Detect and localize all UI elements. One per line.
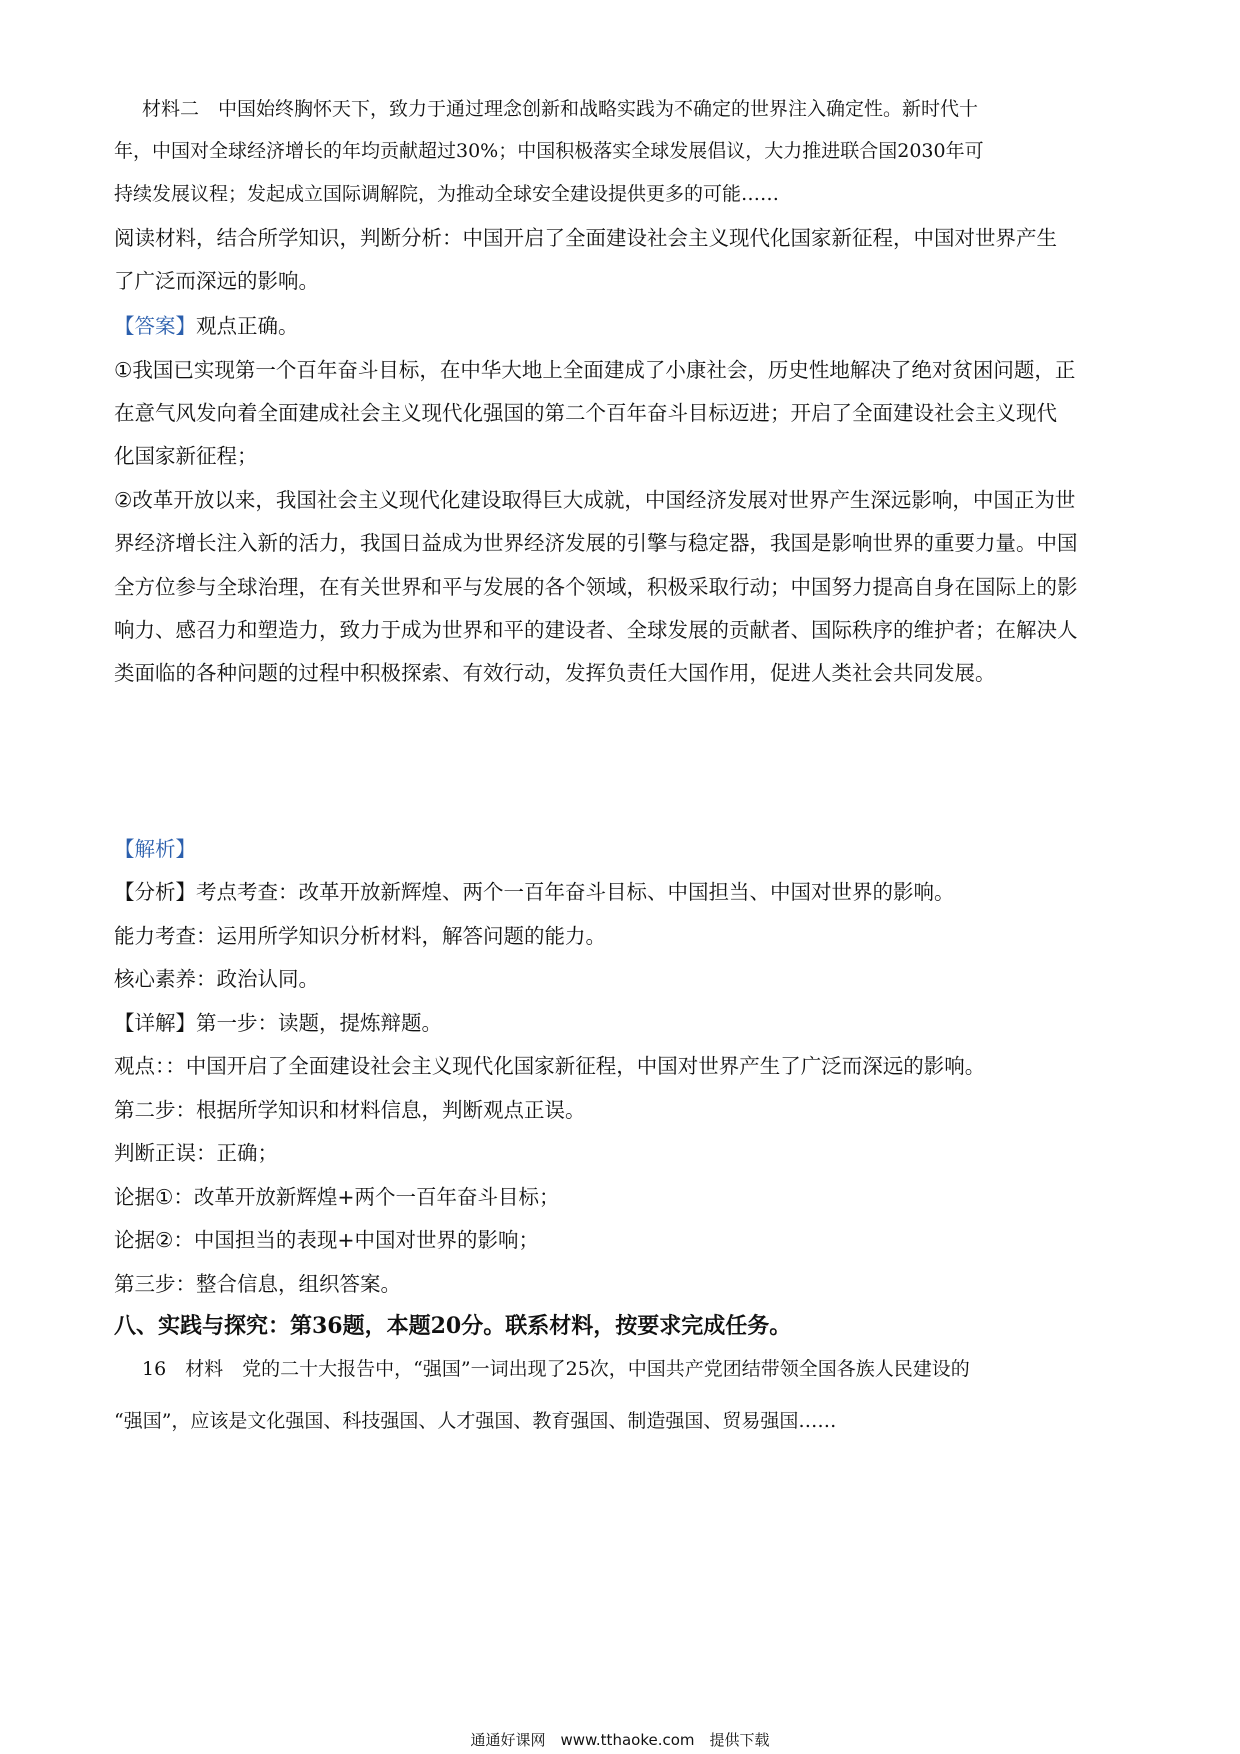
answer-point2-line-1: ②改革开放以来，我国社会主义现代化建设取得巨大成就，中国经济发展对世界产生深远影响，中国正为世 (114, 488, 1076, 512)
material2-line-1: 材料二 中国始终胸怀天下，致力于通过理念创新和战略实践为不确定的世界注入确定性。新时代十 (142, 98, 979, 120)
question-line-1: 阅读材料，结合所学知识，判断分析：中国开启了全面建设社会主义现代化国家新征程，中国对世界产生 (114, 226, 1057, 250)
answer-point2-line-5: 类面临的各种问题的过程中积极探索、有效行动，发挥负责任大国作用，促进人类社会共同发展。 (114, 661, 996, 685)
answer-point2-line-3: 全方位参与全球治理，在有关世界和平与发展的各个领域，积极采取行动；中国努力提高自身在国际上的影 (114, 575, 1078, 599)
answer-point1-line-2: 在意气风发向着全面建成社会主义现代化强国的第二个百年奋斗目标迈进；开启了全面建设社会主义现代 (114, 401, 1057, 425)
analysis-line-9: 论据②：中国担当的表现+中国对世界的影响； (114, 1228, 540, 1252)
answer-point2-line-4: 响力、感召力和塑造力，致力于成为世界和平的建设者、全球发展的贡献者、国际秩序的维护者；在解决人 (114, 618, 1078, 642)
answer-point1-line-1: ①我国已实现第一个百年奋斗目标，在中华大地上全面建成了小康社会，历史性地解决了绝对贫困问题，正 (114, 358, 1076, 382)
material2-line-2: 年，中国对全球经济增长的年均贡献超过30%；中国积极落实全球发展倡议，大力推进联合国2030年可 (114, 140, 984, 162)
answer-point2-line-2: 界经济增长注入新的活力，我国日益成为世界经济发展的引擎与稳定器，我国是影响世界的重要力量。中国 (114, 531, 1078, 555)
question-line-2: 了广泛而深远的影响。 (114, 269, 319, 293)
analysis-line-3: 核心素养：政治认同。 (114, 967, 319, 991)
page-footer: 通通好课网 www.tthaoke.com 提供下载 (470, 1731, 770, 1749)
question16-line-2: “强国”，应该是文化强国、科技强国、人才强国、教育强国、制造强国、贸易强国…… (114, 1410, 837, 1432)
analysis-line-5: 观点：：中国开启了全面建设社会主义现代化国家新征程，中国对世界产生了广泛而深远的影响。 (114, 1054, 986, 1078)
analysis-line-7: 判断正误：正确； (114, 1141, 278, 1165)
answer-point1-line-3: 化国家新征程； (114, 444, 258, 468)
analysis-line-6: 第二步：根据所学知识和材料信息，判断观点正误。 (114, 1098, 586, 1122)
analysis-line-4: 【详解】第一步：读题，提炼辩题。 (114, 1011, 442, 1035)
section-8-heading: 八、实践与探究：第36题，本题20分。联系材料，按要求完成任务。 (114, 1313, 792, 1339)
analysis-line-2: 能力考查：运用所学知识分析材料，解答问题的能力。 (114, 924, 606, 948)
answer-verdict: 观点正确。 (196, 314, 299, 338)
answer-header (114, 312, 1124, 340)
analysis-line-10: 第三步：整合信息，组织答案。 (114, 1272, 401, 1296)
question16-line-1: 16 材料 党的二十大报告中，“强国”一词出现了25次，中国共产党团结带领全国各族人民建设的 (142, 1358, 970, 1380)
answer-tag: 【答案】 (114, 314, 196, 338)
material2-line-3: 持续发展议程；发起成立国际调解院，为推动全球安全建设提供更多的可能…… (114, 183, 780, 205)
analysis-line-8: 论据①：改革开放新辉煌+两个一百年奋斗目标； (114, 1185, 560, 1209)
analysis-line-1: 【分析】考点考查：改革开放新辉煌、两个一百年奋斗目标、中国担当、中国对世界的影响。 (114, 880, 955, 904)
analysis-tag: 【解析】 (114, 837, 196, 861)
